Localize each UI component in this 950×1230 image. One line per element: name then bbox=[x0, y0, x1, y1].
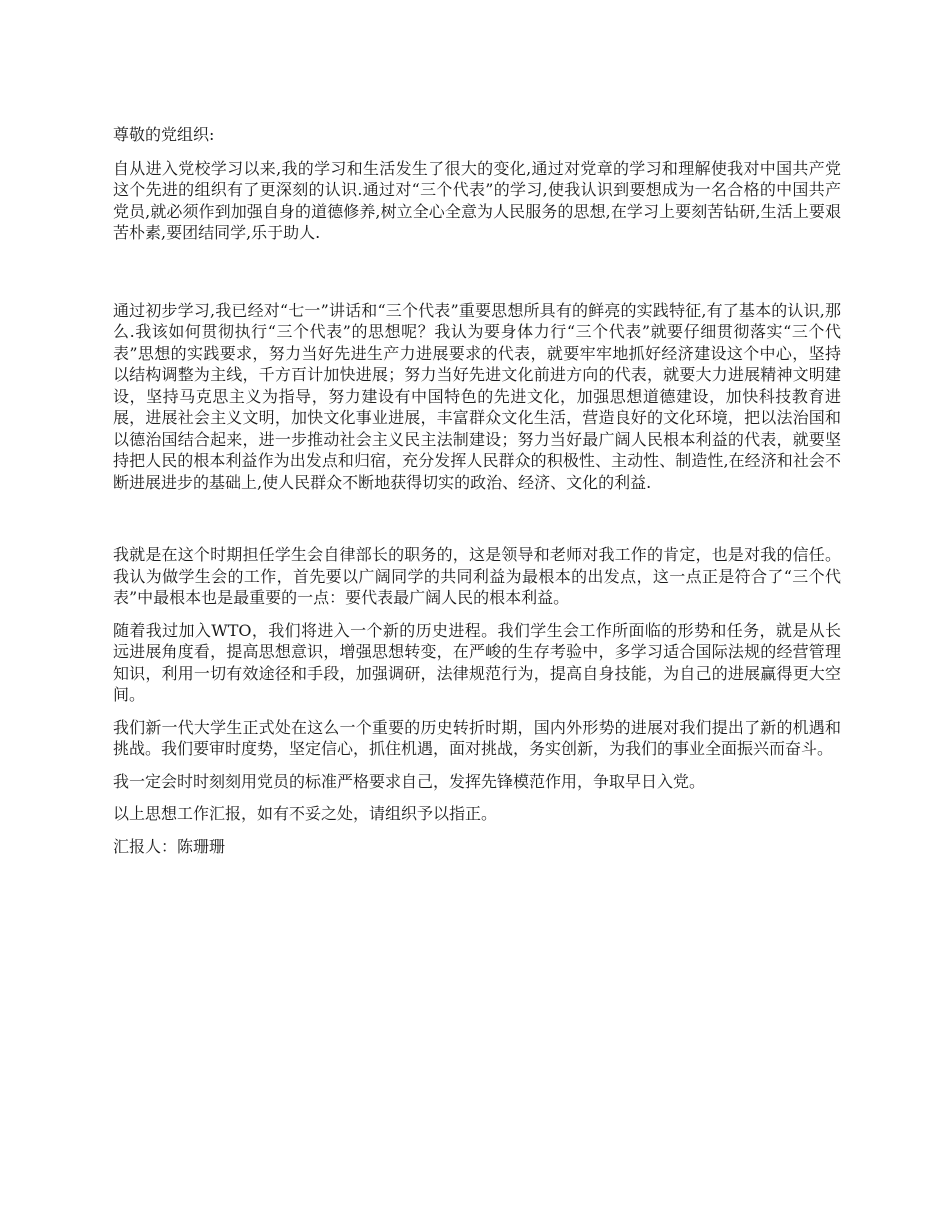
paragraph-spacer bbox=[113, 255, 841, 300]
paragraph-new-generation: 我们新一代大学生正式处在这么一个重要的历史转折时期，国内外形势的进展对我们提出了新的机遇和挑战。我们要审时度势，坚定信心，抓住机遇，面对挑战，务实创新，为我们的事业全面振兴而奋斗。 bbox=[113, 717, 841, 758]
salutation: 尊敬的党组织: bbox=[113, 125, 215, 144]
paragraph-wto: 随着我过加入WTO，我们将进入一个新的历史进程。我们学生会工作所面临的形势和任务，就是从长远进展角度看，提高思想意识，增强思想转变，在严峻的生存考验中，多学习适合国际法规的经营管理知识，利用一切有效途径和手段，加强调研，法律规范行为，提高自身技能，为自己的进展赢得更大空间。 bbox=[113, 620, 841, 704]
paragraph-student-union: 我就是在这个时期担任学生会自律部长的职务的，这是领导和老师对我工作的肯定，也是对我的信任。我认为做学生会的工作，首先要以广阔同学的共同利益为最根本的出发点，这一点正是符合了“三个代表”中最根本也是最重要的一点：要代表最广阔人民的根本利益。 bbox=[113, 545, 841, 607]
signature: 汇报人：陈珊珊 bbox=[113, 836, 226, 856]
paragraph-spacer bbox=[113, 504, 841, 544]
paragraph-commitment: 我一定会时时刻刻用党员的标准严格要求自己，发挥先锋模范作用，争取早日入党。 bbox=[113, 771, 706, 791]
paragraph-closing: 以上思想工作汇报，如有不妥之处，请组织予以指正。 bbox=[113, 804, 498, 823]
paragraph-intro: 自从进入党校学习以来,我的学习和生活发生了很大的变化,通过对党章的学习和理解使我对中国共产党这个先进的组织有了更深刻的认识.通过对“三个代表”的学习,使我认识到要想成为一名合格的中国共产党员,就必须作到加强自身的道德修养,树立全心全意为人民服务的思想,在学习上要刻苦钻研,生活上要艰苦朴素,要团结同学,乐于助人. bbox=[113, 158, 841, 242]
paragraph-three-represents: 通过初步学习,我已经对“七一”讲话和“三个代表”重要思想所具有的鲜亮的实践特征,有了基本的认识,那么.我该如何贯彻执行“三个代表”的思想呢？我认为要身体力行“三个代表”就要仔细贯彻落实“三个代表”思想的实践要求，努力当好先进生产力进展要求的代表，就要牢牢地抓好经济建设这个中心，坚持以结构调整为主线，千方百计加快进展；努力当好先进文化前进方向的代表，就要大力进展精神文明建设，坚持马克思主义为指导，努力建设有中国特色的先进文化，加强思想道德建设，加快科技教育进展，进展社会主义文明，加快文化事业进展，丰富群众文化生活，营造良好的文化环境，把以法治国和以德治国结合起来，进一步推动社会主义民主法制建设；努力当好最广阔人民根本利益的代表，就要坚持把人民的根本利益作为出发点和归宿，充分发挥人民群众的积极性、主动性、制造性,在经济和社会不断进展进步的基础上,使人民群众不断地获得切实的政治、经济、文化的利益. bbox=[113, 300, 841, 492]
report-document bbox=[113, 124, 841, 868]
